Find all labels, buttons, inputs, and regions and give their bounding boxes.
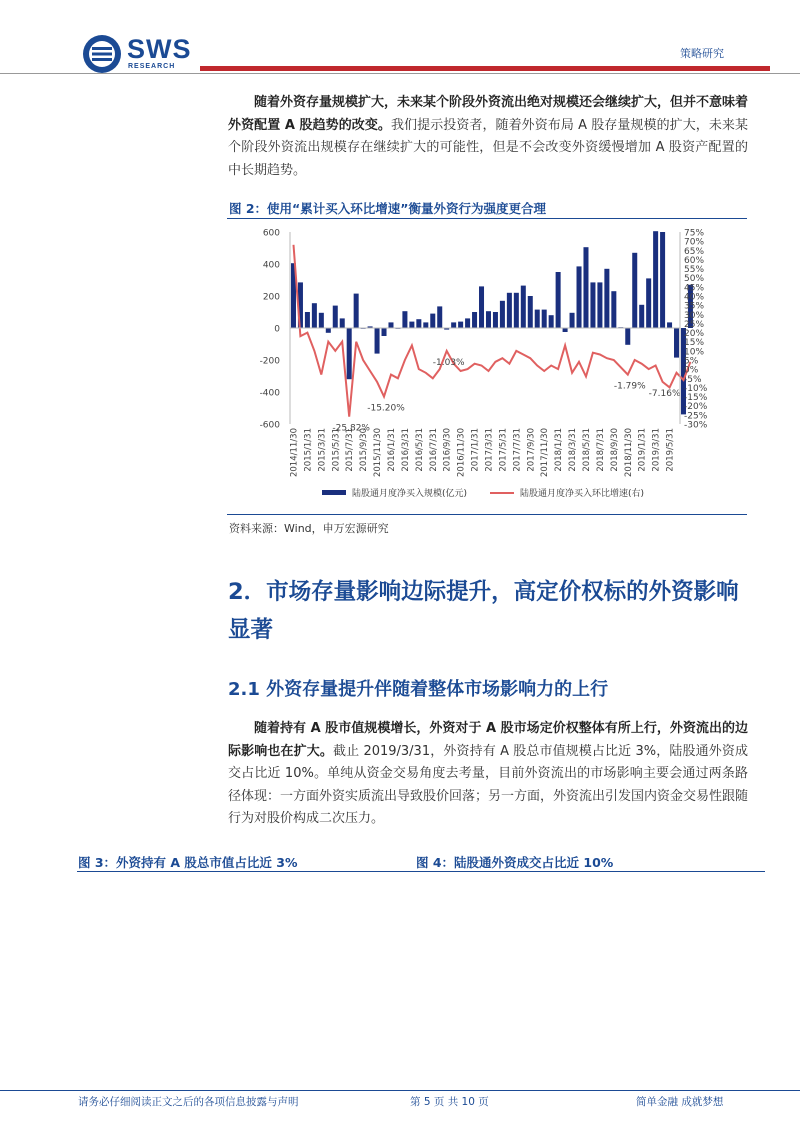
logo-subtext: RESEARCH: [128, 63, 176, 70]
left-axis-tick-label: 600: [262, 228, 280, 239]
right-axis-tick-label: 5%: [684, 356, 699, 367]
bar: [542, 310, 547, 328]
x-axis-tick-label: 2015/9/30: [359, 428, 370, 472]
right-axis-tick-label: 70%: [684, 237, 705, 248]
bar: [479, 286, 484, 328]
header-divider: [0, 73, 800, 74]
bar: [305, 312, 310, 328]
right-axis-tick-label: -25%: [684, 411, 708, 422]
right-axis-tick-label: 60%: [684, 255, 705, 266]
left-axis-tick-label: 400: [262, 260, 280, 271]
figure-2-chart: [226, 222, 748, 512]
bar: [632, 253, 637, 328]
bar: [646, 278, 651, 328]
x-axis-tick-label: 2018/7/31: [595, 428, 606, 472]
bar: [653, 231, 658, 328]
bar: [577, 266, 582, 328]
x-axis-tick-label: 2017/5/31: [498, 428, 509, 472]
paragraph-2-text: 截止 2019/3/31，外资持有 A 股总市值规模占比近 3%，陆股通外资成交占比近 10%。单纯从资金交易角度去考量，目前外资流出的市场影响主要会通过两条路径体现：一方面外资实质流出导致股价回落；另一方面，外资流出引发国内资金交易性跟随行为对股价构成二次压力。: [228, 743, 749, 826]
x-axis-tick-label: 2015/5/31: [331, 428, 342, 472]
legend-line-label: 陆股通月度净买入环比增速(右): [520, 489, 645, 499]
right-axis-tick-label: 15%: [684, 338, 705, 349]
x-axis-tick-label: 2019/3/31: [651, 428, 662, 472]
figure-3-4-rule: [77, 871, 765, 872]
bar: [465, 318, 470, 328]
x-axis-tick-label: 2016/9/30: [442, 428, 453, 472]
x-axis-tick-label: 2017/3/31: [484, 428, 495, 472]
bar: [451, 322, 456, 328]
x-axis-tick-label: 2016/1/31: [386, 428, 397, 472]
bar: [667, 322, 672, 328]
sws-logo-icon: [82, 34, 122, 74]
bar: [660, 232, 665, 328]
right-axis-tick-label: -5%: [684, 374, 702, 385]
bar: [416, 319, 421, 328]
x-axis-tick-label: 2015/3/31: [317, 428, 328, 472]
bar: [458, 322, 463, 328]
right-axis-tick-label: 45%: [684, 283, 705, 294]
paragraph-1-bold: 随着外资存量规模扩大，未来某个阶段外资流出绝对规模还会继续扩大，但并不意味着外资配置 A 股趋势的改变。: [228, 95, 749, 133]
legend-bar-swatch: [322, 490, 346, 495]
right-axis-tick-label: 0%: [684, 365, 699, 376]
bar: [549, 315, 554, 328]
bar: [409, 322, 414, 328]
x-axis-tick-label: 2019/1/31: [637, 428, 648, 472]
legend-bar-label: 陆股通月度净买入规模(亿元): [352, 489, 468, 499]
paragraph-2: [228, 718, 748, 831]
x-axis-tick-label: 2016/7/31: [428, 428, 439, 472]
paragraph-1: [228, 92, 748, 182]
right-axis-tick-label: 10%: [684, 347, 705, 358]
line-annotation: -7.16%: [648, 388, 681, 399]
logo-text: SWS: [127, 34, 192, 64]
section-tag: 策略研究: [680, 47, 724, 60]
bar: [535, 310, 540, 328]
bar: [354, 294, 359, 328]
bar: [590, 282, 595, 328]
x-axis-tick-label: 2018/1/31: [554, 428, 565, 472]
figure-2-title: 图 2：使用“累计买入环比增速”衡量外资行为强度更合理: [229, 201, 546, 216]
right-axis-tick-label: -10%: [684, 383, 708, 394]
left-axis-tick-label: 200: [262, 292, 280, 303]
x-axis-tick-label: 2014/11/30: [289, 428, 300, 477]
bar: [375, 328, 380, 354]
x-axis-tick-label: 2015/7/31: [345, 428, 356, 472]
bar: [486, 311, 491, 328]
header-rule: [200, 66, 770, 71]
right-axis-tick-label: 50%: [684, 274, 705, 285]
left-axis-tick-label: 0: [274, 324, 280, 335]
left-axis-tick-label: -600: [259, 420, 280, 431]
bar: [563, 328, 568, 332]
bar: [493, 312, 498, 328]
section-heading: 2．市场存量影响边际提升，高定价权标的外资影响显著: [228, 579, 739, 643]
x-axis-tick-label: 2018/3/31: [568, 428, 579, 472]
x-axis-tick-label: 2015/1/31: [303, 428, 314, 472]
right-axis-tick-label: 30%: [684, 310, 705, 321]
figure-4-title: 图 4：陆股通外资成交占比近 10%: [416, 855, 614, 870]
x-axis-tick-label: 2018/5/31: [581, 428, 592, 472]
footer-slogan: 简单金融 成就梦想: [636, 1096, 724, 1108]
bar: [437, 306, 442, 328]
left-axis-tick-label: -400: [259, 388, 280, 399]
right-axis-tick-label: 55%: [684, 265, 705, 276]
x-axis-tick-label: 2018/9/30: [609, 428, 620, 472]
footer-disclaimer: 请务必仔细阅读正文之后的各项信息披露与声明: [78, 1096, 299, 1108]
x-axis-tick-label: 2019/5/31: [665, 428, 676, 472]
line-annotation: -1.79%: [613, 381, 646, 392]
paragraph-1-text: 我们提示投资者，随着外资布局 A 股存量规模的扩大，未来某个阶段外资流出规模存在继续扩大的可能性，但是不会改变外资缓慢增加 A 股资产配置的中长期趋势。: [228, 117, 748, 178]
bar: [521, 286, 526, 328]
x-axis-tick-label: 2018/11/30: [623, 428, 634, 477]
x-axis-tick-label: 2017/11/30: [540, 428, 551, 477]
bar: [312, 303, 317, 328]
right-axis-tick-label: 20%: [684, 329, 705, 340]
bar: [514, 293, 519, 328]
figure-2-top-rule: [227, 218, 747, 219]
right-axis-tick-label: 25%: [684, 319, 705, 330]
bar: [604, 269, 609, 328]
bar: [402, 311, 407, 328]
bar: [423, 322, 428, 328]
paragraph-2-bold: 随着持有 A 股市值规模增长，外资对于 A 股市场定价权整体有所上行，外资流出的边际影响也在扩大。: [228, 721, 748, 759]
bar: [500, 301, 505, 328]
bar: [639, 305, 644, 328]
right-axis-tick-label: 40%: [684, 292, 705, 303]
bar: [625, 328, 630, 345]
right-axis-tick-label: -20%: [684, 402, 708, 413]
footer-rule: [0, 1090, 800, 1091]
bar: [382, 328, 387, 336]
bar: [333, 306, 338, 328]
bar: [319, 313, 324, 328]
bar: [583, 247, 588, 328]
right-axis-tick-label: 65%: [684, 246, 705, 257]
page-number: 第 5 页 共 10 页: [410, 1096, 489, 1108]
line-annotation: -15.20%: [367, 403, 405, 414]
bar: [472, 312, 477, 328]
right-axis-tick-label: -30%: [684, 420, 708, 431]
bar: [507, 293, 512, 328]
bar: [340, 318, 345, 328]
x-axis-tick-label: 2017/1/31: [470, 428, 481, 472]
bar: [388, 322, 393, 328]
bar: [597, 282, 602, 328]
x-axis-tick-label: 2015/11/30: [373, 428, 384, 477]
figure-3-title: 图 3：外资持有 A 股总市值占比近 3%: [78, 855, 298, 870]
x-axis-tick-label: 2016/3/31: [400, 428, 411, 472]
bar: [611, 291, 616, 328]
bar: [570, 313, 575, 328]
bar: [556, 272, 561, 328]
bar: [430, 314, 435, 328]
x-axis-tick-label: 2017/7/31: [512, 428, 523, 472]
bar: [528, 296, 533, 328]
bar: [674, 328, 679, 358]
right-axis-tick-label: 35%: [684, 301, 705, 312]
x-axis-tick-label: 2017/9/30: [526, 428, 537, 472]
right-axis-tick-label: -15%: [684, 393, 708, 404]
left-axis-tick-label: -200: [259, 356, 280, 367]
bar: [347, 328, 352, 379]
x-axis-tick-label: 2016/11/30: [456, 428, 467, 477]
line-annotation: -25.82%: [332, 423, 370, 434]
line-annotation: -1.03%: [432, 357, 465, 368]
right-axis-tick-label: 75%: [684, 228, 705, 239]
subsection-heading: 2.1 外资存量提升伴随着整体市场影响力的上行: [228, 679, 609, 700]
x-axis-tick-label: 2016/5/31: [414, 428, 425, 472]
figure-2-source: 资料来源：Wind，申万宏源研究: [229, 522, 389, 535]
figure-2-bottom-rule: [227, 514, 747, 515]
bar: [326, 328, 331, 333]
